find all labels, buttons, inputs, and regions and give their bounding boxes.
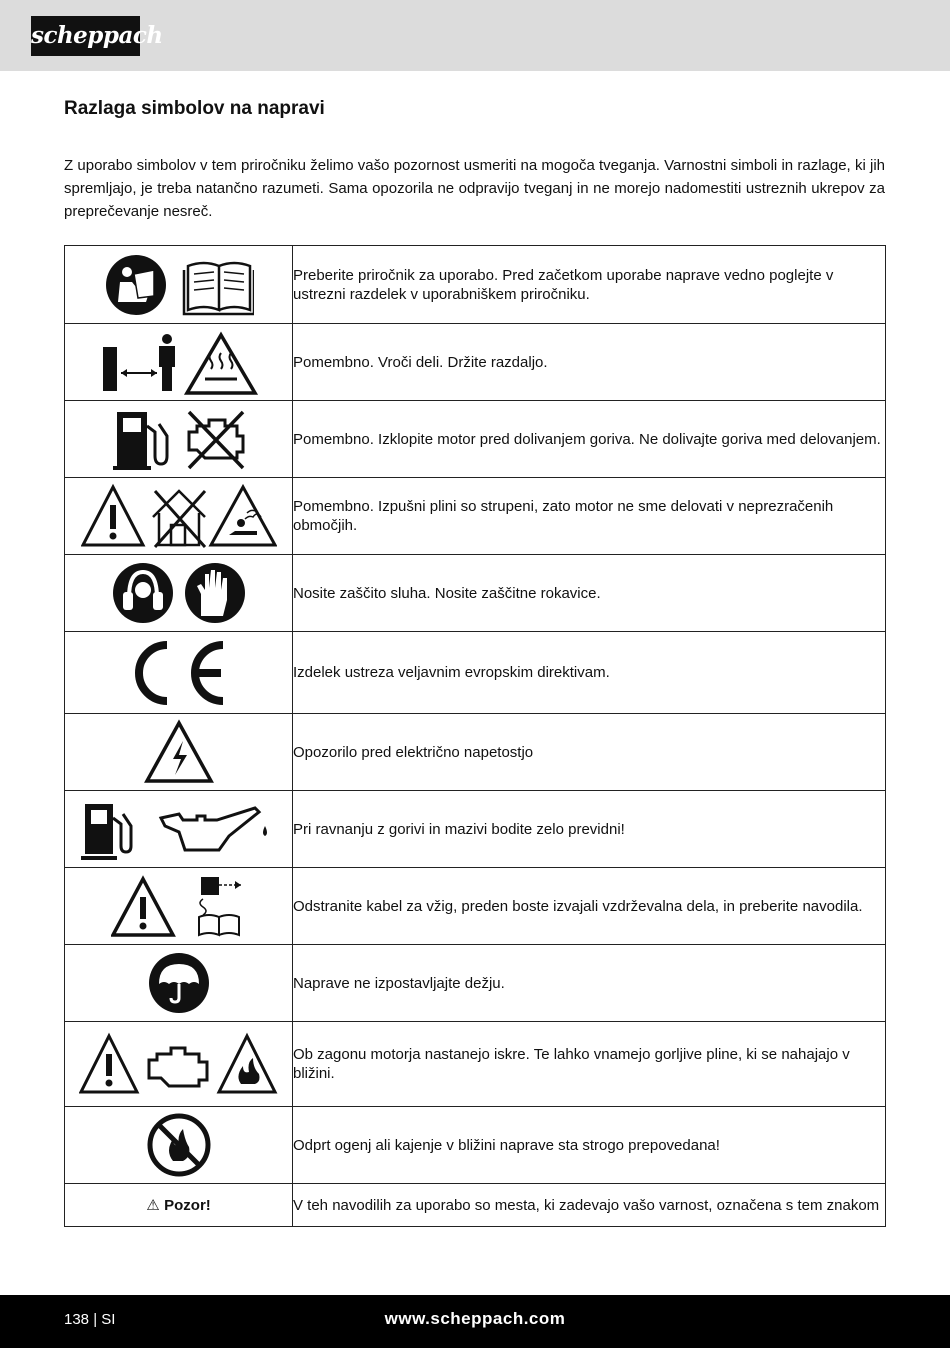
row-description: V teh navodilih za uporabo so mesta, ki zadevajo vašo varnost, označena s tem znakom xyxy=(293,1184,886,1227)
page-language: SI xyxy=(101,1311,116,1328)
symbols-table xyxy=(64,245,886,1227)
row-description: Nosite zaščito sluha. Nosite zaščitne rokavice. xyxy=(293,555,886,632)
row-description: Pomembno. Izklopite motor pred dolivanjem goriva. Ne dolivajte goriva med delovanjem. xyxy=(293,401,886,478)
page-number-value: 138 xyxy=(64,1311,90,1328)
website-link[interactable]: www.scheppach.com xyxy=(384,1309,566,1328)
pozor-cell xyxy=(65,1184,293,1227)
umbrella-icon xyxy=(149,953,209,1013)
flammable-warning-icon xyxy=(219,1036,275,1092)
table-row xyxy=(65,868,886,945)
warning-triangle-icon: ⚠ xyxy=(146,1196,160,1214)
table-row xyxy=(65,945,886,1022)
intro-paragraph: Z uporabo simbolov v tem priročniku želimo vašo pozornost usmeriti na mogoča tveganja. Varnostni simboli in razlage, ki jih spremljajo, je treba natančno razumeti. Sama opozorila ne odpravijo tveganj in ne morejo nadomestiti ustreznih ukrepov za preprečevanje nesreč. xyxy=(64,157,885,220)
book-icon xyxy=(184,263,254,314)
table-row xyxy=(65,246,886,324)
icon-cell xyxy=(65,945,293,1022)
icon-cell xyxy=(65,246,293,324)
table-row xyxy=(65,714,886,791)
row-description: Izdelek ustreza veljavnim evropskim direktivam. xyxy=(293,632,886,714)
row-description: Pomembno. Vroči deli. Držite razdaljo. xyxy=(293,324,886,401)
icon-cell xyxy=(65,632,293,714)
electric-voltage-warning-icon xyxy=(147,723,211,781)
page-title: Razlaga simbolov na napravi xyxy=(64,98,325,119)
engine-crossed-icon xyxy=(189,412,243,468)
row-description: Pomembno. Izpušni plini so strupeni, zato motor ne sme delovati v neprezračenih območjih. xyxy=(293,478,886,555)
general-warning-icon xyxy=(113,879,173,935)
fuel-pump-icon xyxy=(81,804,131,860)
read-manual-icon xyxy=(106,255,166,315)
row-description: Ob zagonu motorja nastanejo iskre. Te lahko vnamejo gorljive pline, ki se nahajajo v bližini. xyxy=(293,1022,886,1107)
row-description: Pri ravnanju z gorivi in mazivi bodite zelo previdni! xyxy=(293,791,886,868)
general-warning-icon xyxy=(83,487,143,545)
general-warning-icon xyxy=(81,1036,137,1092)
ear-protection-icon xyxy=(113,563,173,623)
row-description: Odprt ogenj ali kajenje v bližini naprave sta strogo prepovedana! xyxy=(293,1107,886,1184)
icon-cell xyxy=(65,478,293,555)
no-indoor-use-icon xyxy=(153,491,205,547)
table-row xyxy=(65,478,886,555)
table-row xyxy=(65,401,886,478)
pozor-label: Pozor! xyxy=(164,1196,211,1214)
icon-cell xyxy=(65,324,293,401)
table-row xyxy=(65,1107,886,1184)
row-description: Naprave ne izpostavljajte dežju. xyxy=(293,945,886,1022)
row-description: Opozorilo pred električno napetostjo xyxy=(293,714,886,791)
toxic-fumes-warning-icon xyxy=(211,487,275,545)
table-row xyxy=(65,791,886,868)
hot-surface-warning-icon xyxy=(187,335,255,393)
disconnect-spark-plug-icon xyxy=(199,877,241,935)
table-row xyxy=(65,555,886,632)
icon-cell xyxy=(65,555,293,632)
icon-cell xyxy=(65,1022,293,1107)
icon-cell xyxy=(65,1107,293,1184)
table-row xyxy=(65,1022,886,1107)
row-description: Preberite priročnik za uporabo. Pred začetkom uporabe naprave vedno poglejte v ustrezni razdelek v uporabniškem priročniku. xyxy=(293,246,886,324)
icon-cell xyxy=(65,401,293,478)
scheppach-logo: scheppach xyxy=(31,16,140,56)
page-separator: | xyxy=(93,1311,98,1328)
table-row xyxy=(65,324,886,401)
page-header xyxy=(0,0,950,71)
table-row xyxy=(65,632,886,714)
icon-cell xyxy=(65,868,293,945)
engine-icon xyxy=(149,1048,207,1086)
keep-distance-icon xyxy=(103,334,175,391)
icon-cell xyxy=(65,714,293,791)
ce-mark-icon xyxy=(139,645,223,701)
oil-can-icon xyxy=(161,808,267,850)
page-footer xyxy=(0,1295,950,1348)
gloves-icon xyxy=(185,563,245,623)
fuel-pump-icon xyxy=(113,412,167,470)
row-description: Odstranite kabel za vžig, preden boste izvajali vzdrževalna dela, in preberite navodila. xyxy=(293,868,886,945)
table-row xyxy=(65,1184,886,1227)
no-open-flame-icon xyxy=(150,1116,208,1174)
icon-cell xyxy=(65,791,293,868)
